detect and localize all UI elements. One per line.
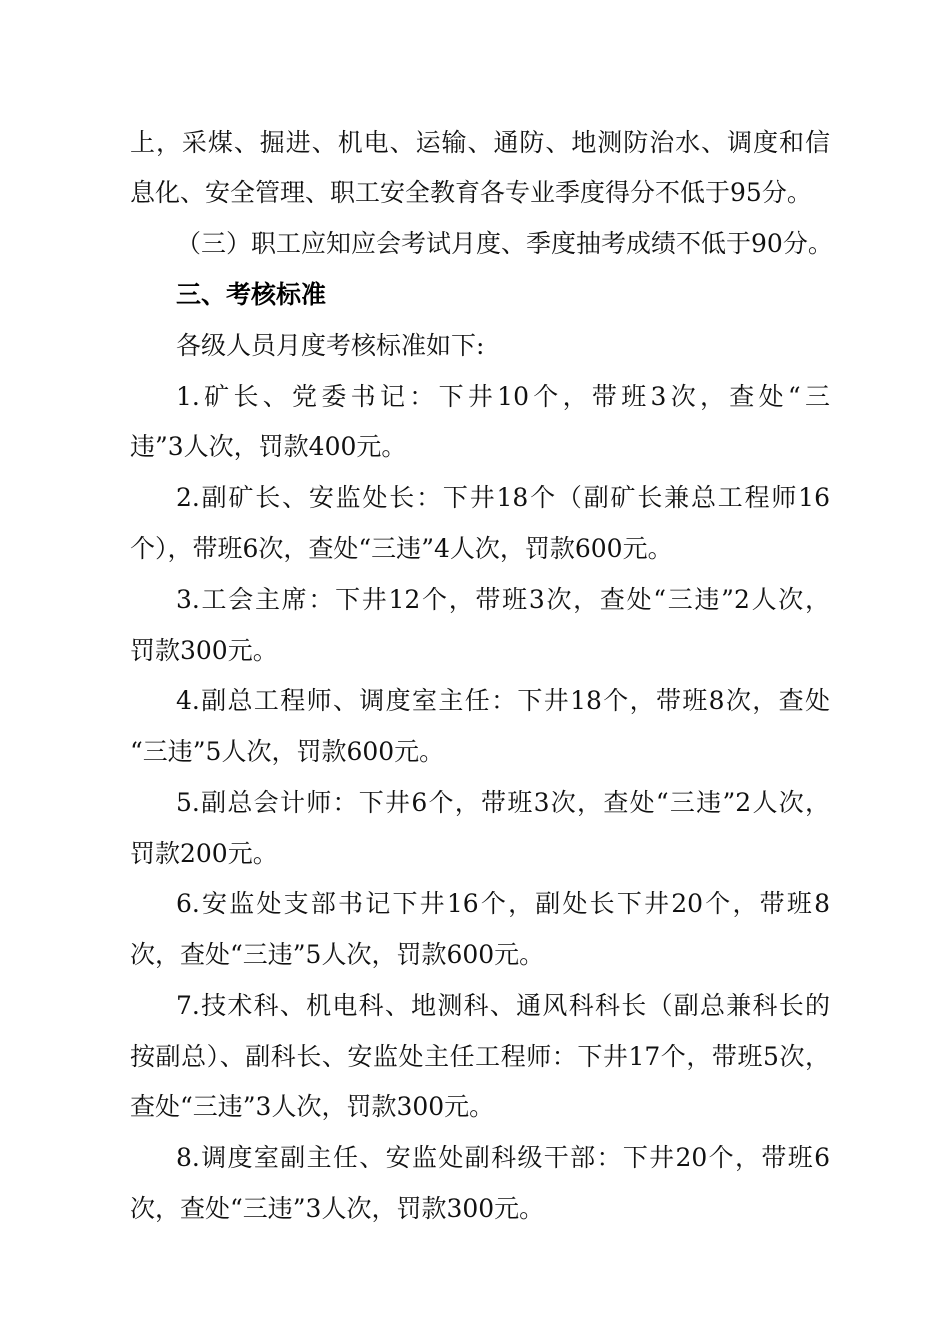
list-item-line: 6.安监处支部书记下井16个，副处长下井20个，带班8: [176, 889, 830, 918]
list-item-line: 罚款200元。: [130, 839, 278, 868]
list-item-line: 7.技术科、机电科、地测科、通风科科长（副总兼科长的: [176, 991, 830, 1020]
list-item-line: 4.副总工程师、调度室主任：下井18个，带班8次，查处: [176, 686, 830, 715]
list-item-line: 1.矿长、党委书记：下井10个，带班3次，查处“三: [176, 382, 830, 411]
list-item-line: 3.工会主席：下井12个，带班3次，查处“三违”2人次，: [176, 585, 830, 614]
list-item-line: 按副总）、副科长、安监处主任工程师：下井17个，带班5次，: [130, 1042, 830, 1071]
paragraph-line: 各级人员月度考核标准如下:: [176, 331, 485, 360]
list-item-line: “三违”5人次，罚款600元。: [130, 737, 445, 766]
list-item-line: 罚款300元。: [130, 636, 278, 665]
list-item-line: 2.副矿长、安监处长：下井18个（副矿长兼总工程师16: [176, 483, 830, 512]
paragraph-line: （三）职工应知应会考试月度、季度抽考成绩不低于90分。: [176, 229, 833, 258]
list-item-line: 次，查处“三违”5人次，罚款600元。: [130, 940, 545, 969]
list-item-line: 5.副总会计师：下井6个，带班3次，查处“三违”2人次，: [176, 788, 830, 817]
paragraph-line: 息化、安全管理、职工安全教育各专业季度得分不低于95分。: [130, 178, 812, 207]
list-item-line: 个），带班6次，查处“三违”4人次，罚款600元。: [130, 534, 673, 563]
list-item-line: 违”3人次，罚款400元。: [130, 432, 407, 461]
list-item-line: 查处“三违”3人次，罚款300元。: [130, 1092, 495, 1121]
list-item-line: 次，查处“三违”3人次，罚款300元。: [130, 1194, 545, 1223]
section-heading: 三、考核标准: [176, 280, 327, 309]
list-item-line: 8.调度室副主任、安监处副科级干部：下井20个，带班6: [176, 1143, 830, 1172]
paragraph-line: 上，采煤、掘进、机电、运输、通防、地测防治水、调度和信: [130, 128, 830, 157]
